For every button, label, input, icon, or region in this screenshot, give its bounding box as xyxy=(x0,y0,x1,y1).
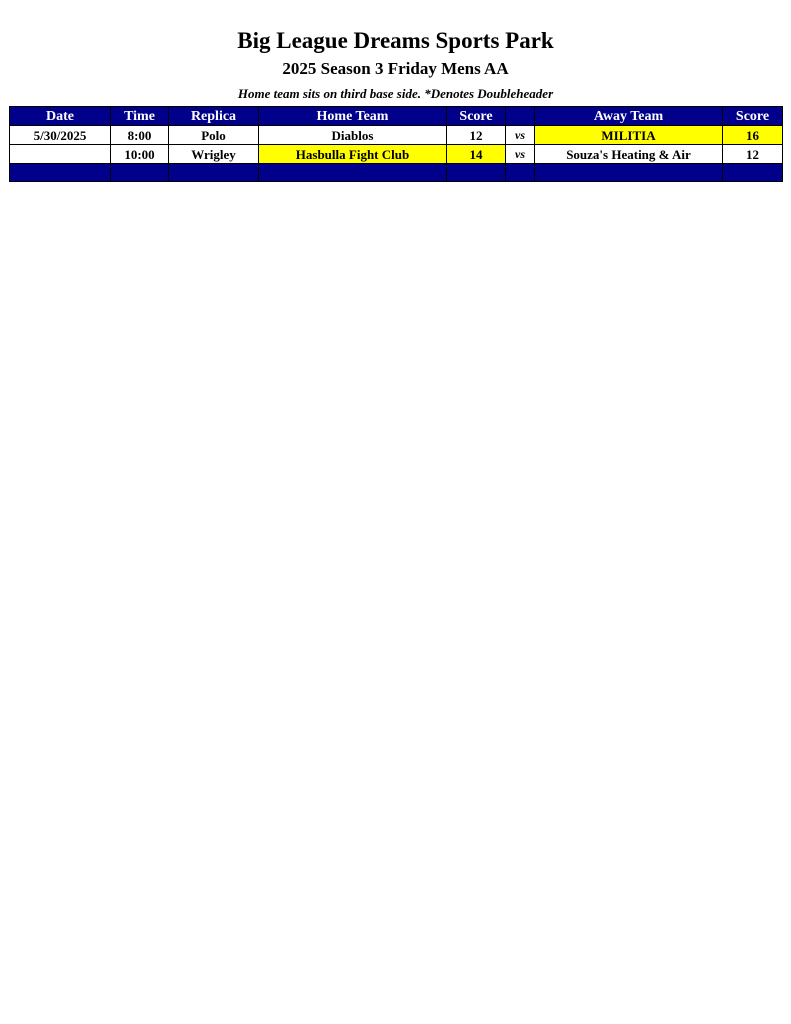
page-subtitle: 2025 Season 3 Friday Mens AA xyxy=(282,59,509,78)
doubleheader-note: Home team sits on third base side. *Denotes Doubleheader xyxy=(237,86,554,101)
schedule-table xyxy=(9,106,783,182)
column-header-home-team: Home Team xyxy=(259,107,447,126)
footer-cell xyxy=(447,164,506,182)
table-row xyxy=(10,145,783,164)
field-replica: Polo xyxy=(169,126,259,145)
footer-cell xyxy=(111,164,169,182)
game-time: 10:00 xyxy=(111,145,169,164)
table-footer-row xyxy=(10,164,783,182)
column-header-date: Date xyxy=(10,107,111,126)
vs-label: vs xyxy=(506,145,535,164)
footer-cell xyxy=(535,164,723,182)
game-date: 5/30/2025 xyxy=(10,126,111,145)
column-header-vs xyxy=(506,107,535,126)
page-title: Big League Dreams Sports Park xyxy=(237,28,554,53)
column-header-away-team: Away Team xyxy=(535,107,723,126)
footer-cell xyxy=(259,164,447,182)
field-replica: Wrigley xyxy=(169,145,259,164)
table-row xyxy=(10,126,783,145)
table-header-row xyxy=(10,107,783,126)
column-header-away-score: Score xyxy=(723,107,783,126)
column-header-time: Time xyxy=(111,107,169,126)
footer-cell xyxy=(169,164,259,182)
away-score: 16 xyxy=(723,126,783,145)
game-date xyxy=(10,145,111,164)
footer-cell xyxy=(506,164,535,182)
footer-cell xyxy=(10,164,111,182)
home-score: 12 xyxy=(447,126,506,145)
home-team: Diablos xyxy=(259,126,447,145)
game-time: 8:00 xyxy=(111,126,169,145)
home-team: Hasbulla Fight Club xyxy=(259,145,447,164)
home-score: 14 xyxy=(447,145,506,164)
away-team: MILITIA xyxy=(535,126,723,145)
column-header-replica: Replica xyxy=(169,107,259,126)
vs-label: vs xyxy=(506,126,535,145)
away-score: 12 xyxy=(723,145,783,164)
away-team: Souza's Heating & Air xyxy=(535,145,723,164)
footer-cell xyxy=(723,164,783,182)
column-header-home-score: Score xyxy=(447,107,506,126)
